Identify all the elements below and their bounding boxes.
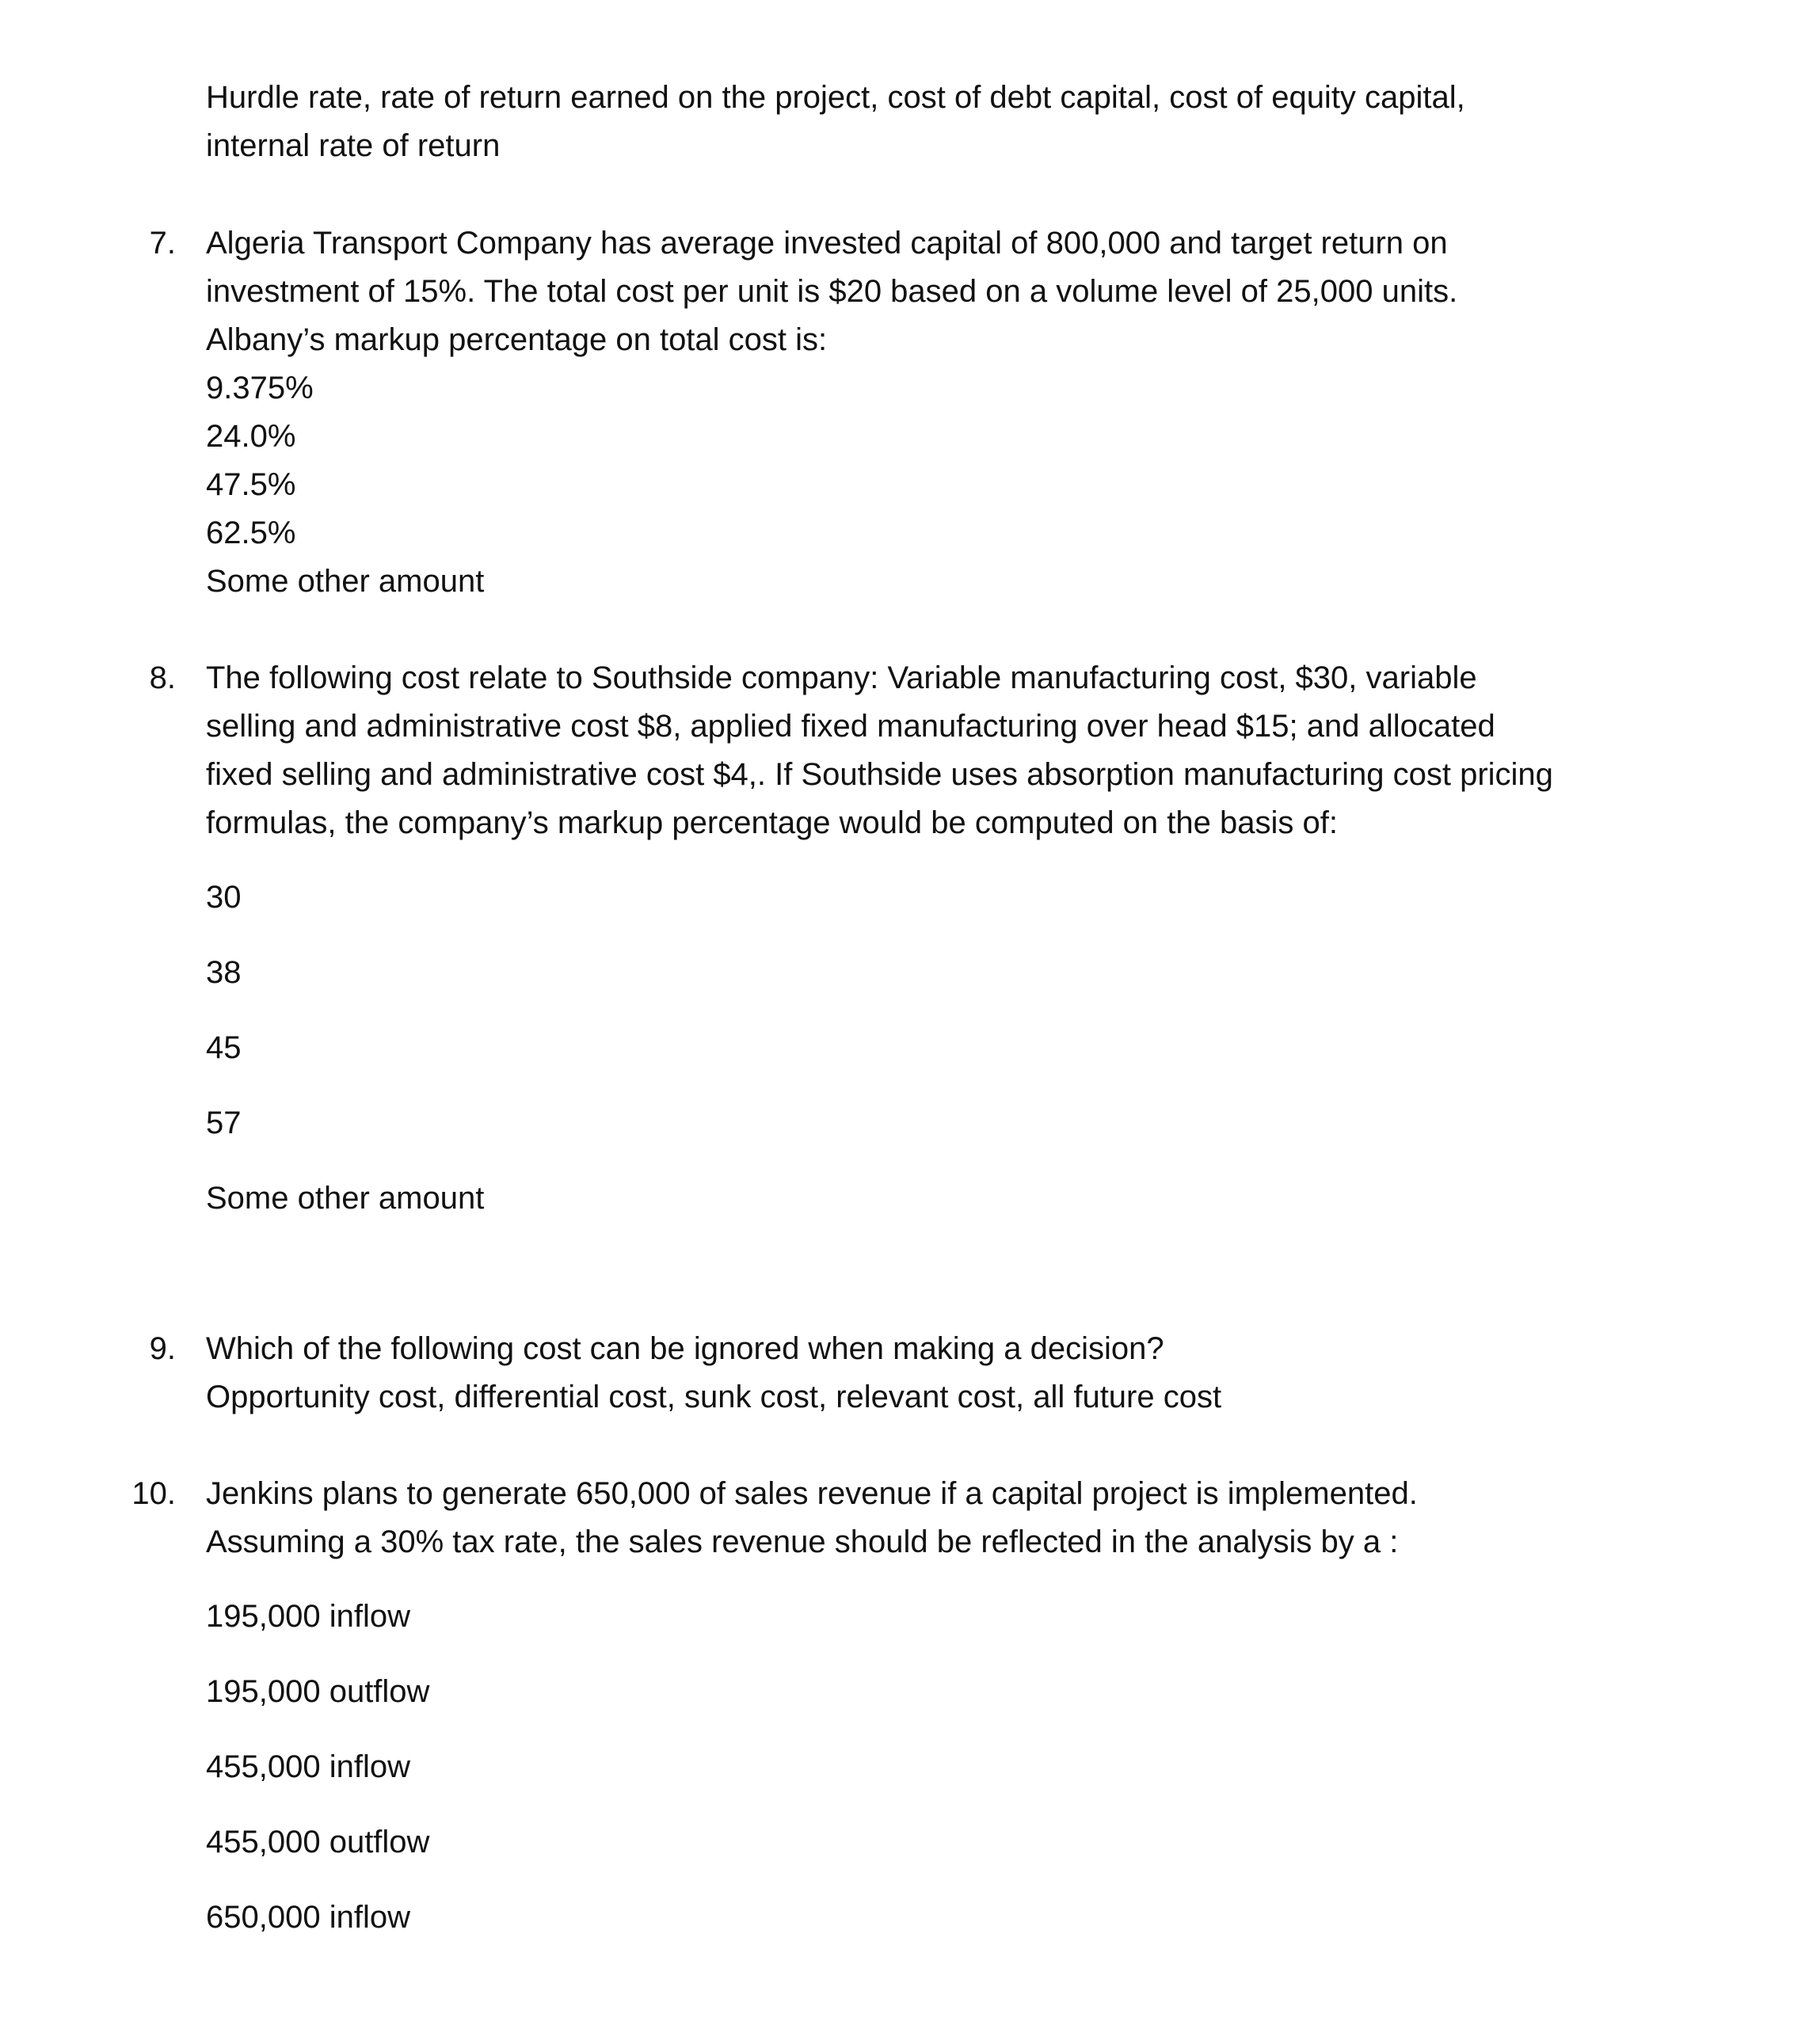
- question-text: Opportunity cost, differential cost, sunk cost, relevant cost, all future cost: [206, 1380, 1222, 1414]
- answer-option: 195,000 inflow: [206, 1599, 410, 1634]
- answer-option: 195,000 outflow: [206, 1674, 430, 1709]
- question-text: fixed selling and administrative cost $4,. If Southside uses absorption manufacturing cost pricing: [206, 757, 1553, 792]
- question-text: Algeria Transport Company has average invested capital of 800,000 and target return on: [206, 226, 1448, 261]
- answer-option: Some other amount: [206, 1181, 485, 1216]
- question-number: 10.: [131, 1476, 176, 1511]
- question-number: 8.: [149, 660, 176, 695]
- question-number: 9.: [149, 1331, 176, 1366]
- question-text: The following cost relate to Southside company: Variable manufacturing cost, $30, variable: [206, 660, 1477, 695]
- question-text: Jenkins plans to generate 650,000 of sales revenue if a capital project is implemented.: [206, 1476, 1418, 1511]
- answer-option: 57: [206, 1106, 242, 1140]
- answer-option: 38: [206, 955, 242, 990]
- question-number: 7.: [149, 226, 176, 261]
- continuation-line: Hurdle rate, rate of return earned on the project, cost of debt capital, cost of equity capital,: [206, 80, 1465, 115]
- answer-option: 9.375%: [206, 371, 314, 405]
- answer-option: 30: [206, 880, 242, 915]
- answer-option: 24.0%: [206, 419, 296, 454]
- answer-option: Some other amount: [206, 564, 485, 599]
- continuation-line: internal rate of return: [206, 128, 501, 163]
- question-text: Assuming a 30% tax rate, the sales revenue should be reflected in the analysis by a :: [206, 1524, 1399, 1559]
- question-text: investment of 15%. The total cost per unit is $20 based on a volume level of 25,000 units.: [206, 274, 1458, 309]
- question-text: selling and administrative cost $8, applied fixed manufacturing over head $15; and allocated: [206, 709, 1495, 744]
- answer-option: 47.5%: [206, 467, 296, 502]
- answer-option: 455,000 inflow: [206, 1749, 410, 1784]
- question-text: Which of the following cost can be ignored when making a decision?: [206, 1331, 1164, 1366]
- answer-option: 45: [206, 1030, 242, 1065]
- question-text: Albany’s markup percentage on total cost is:: [206, 322, 828, 357]
- answer-option: 650,000 inflow: [206, 1900, 410, 1935]
- answer-option: 62.5%: [206, 516, 296, 550]
- question-text: formulas, the company’s markup percentage would be computed on the basis of:: [206, 805, 1338, 840]
- answer-option: 455,000 outflow: [206, 1825, 430, 1859]
